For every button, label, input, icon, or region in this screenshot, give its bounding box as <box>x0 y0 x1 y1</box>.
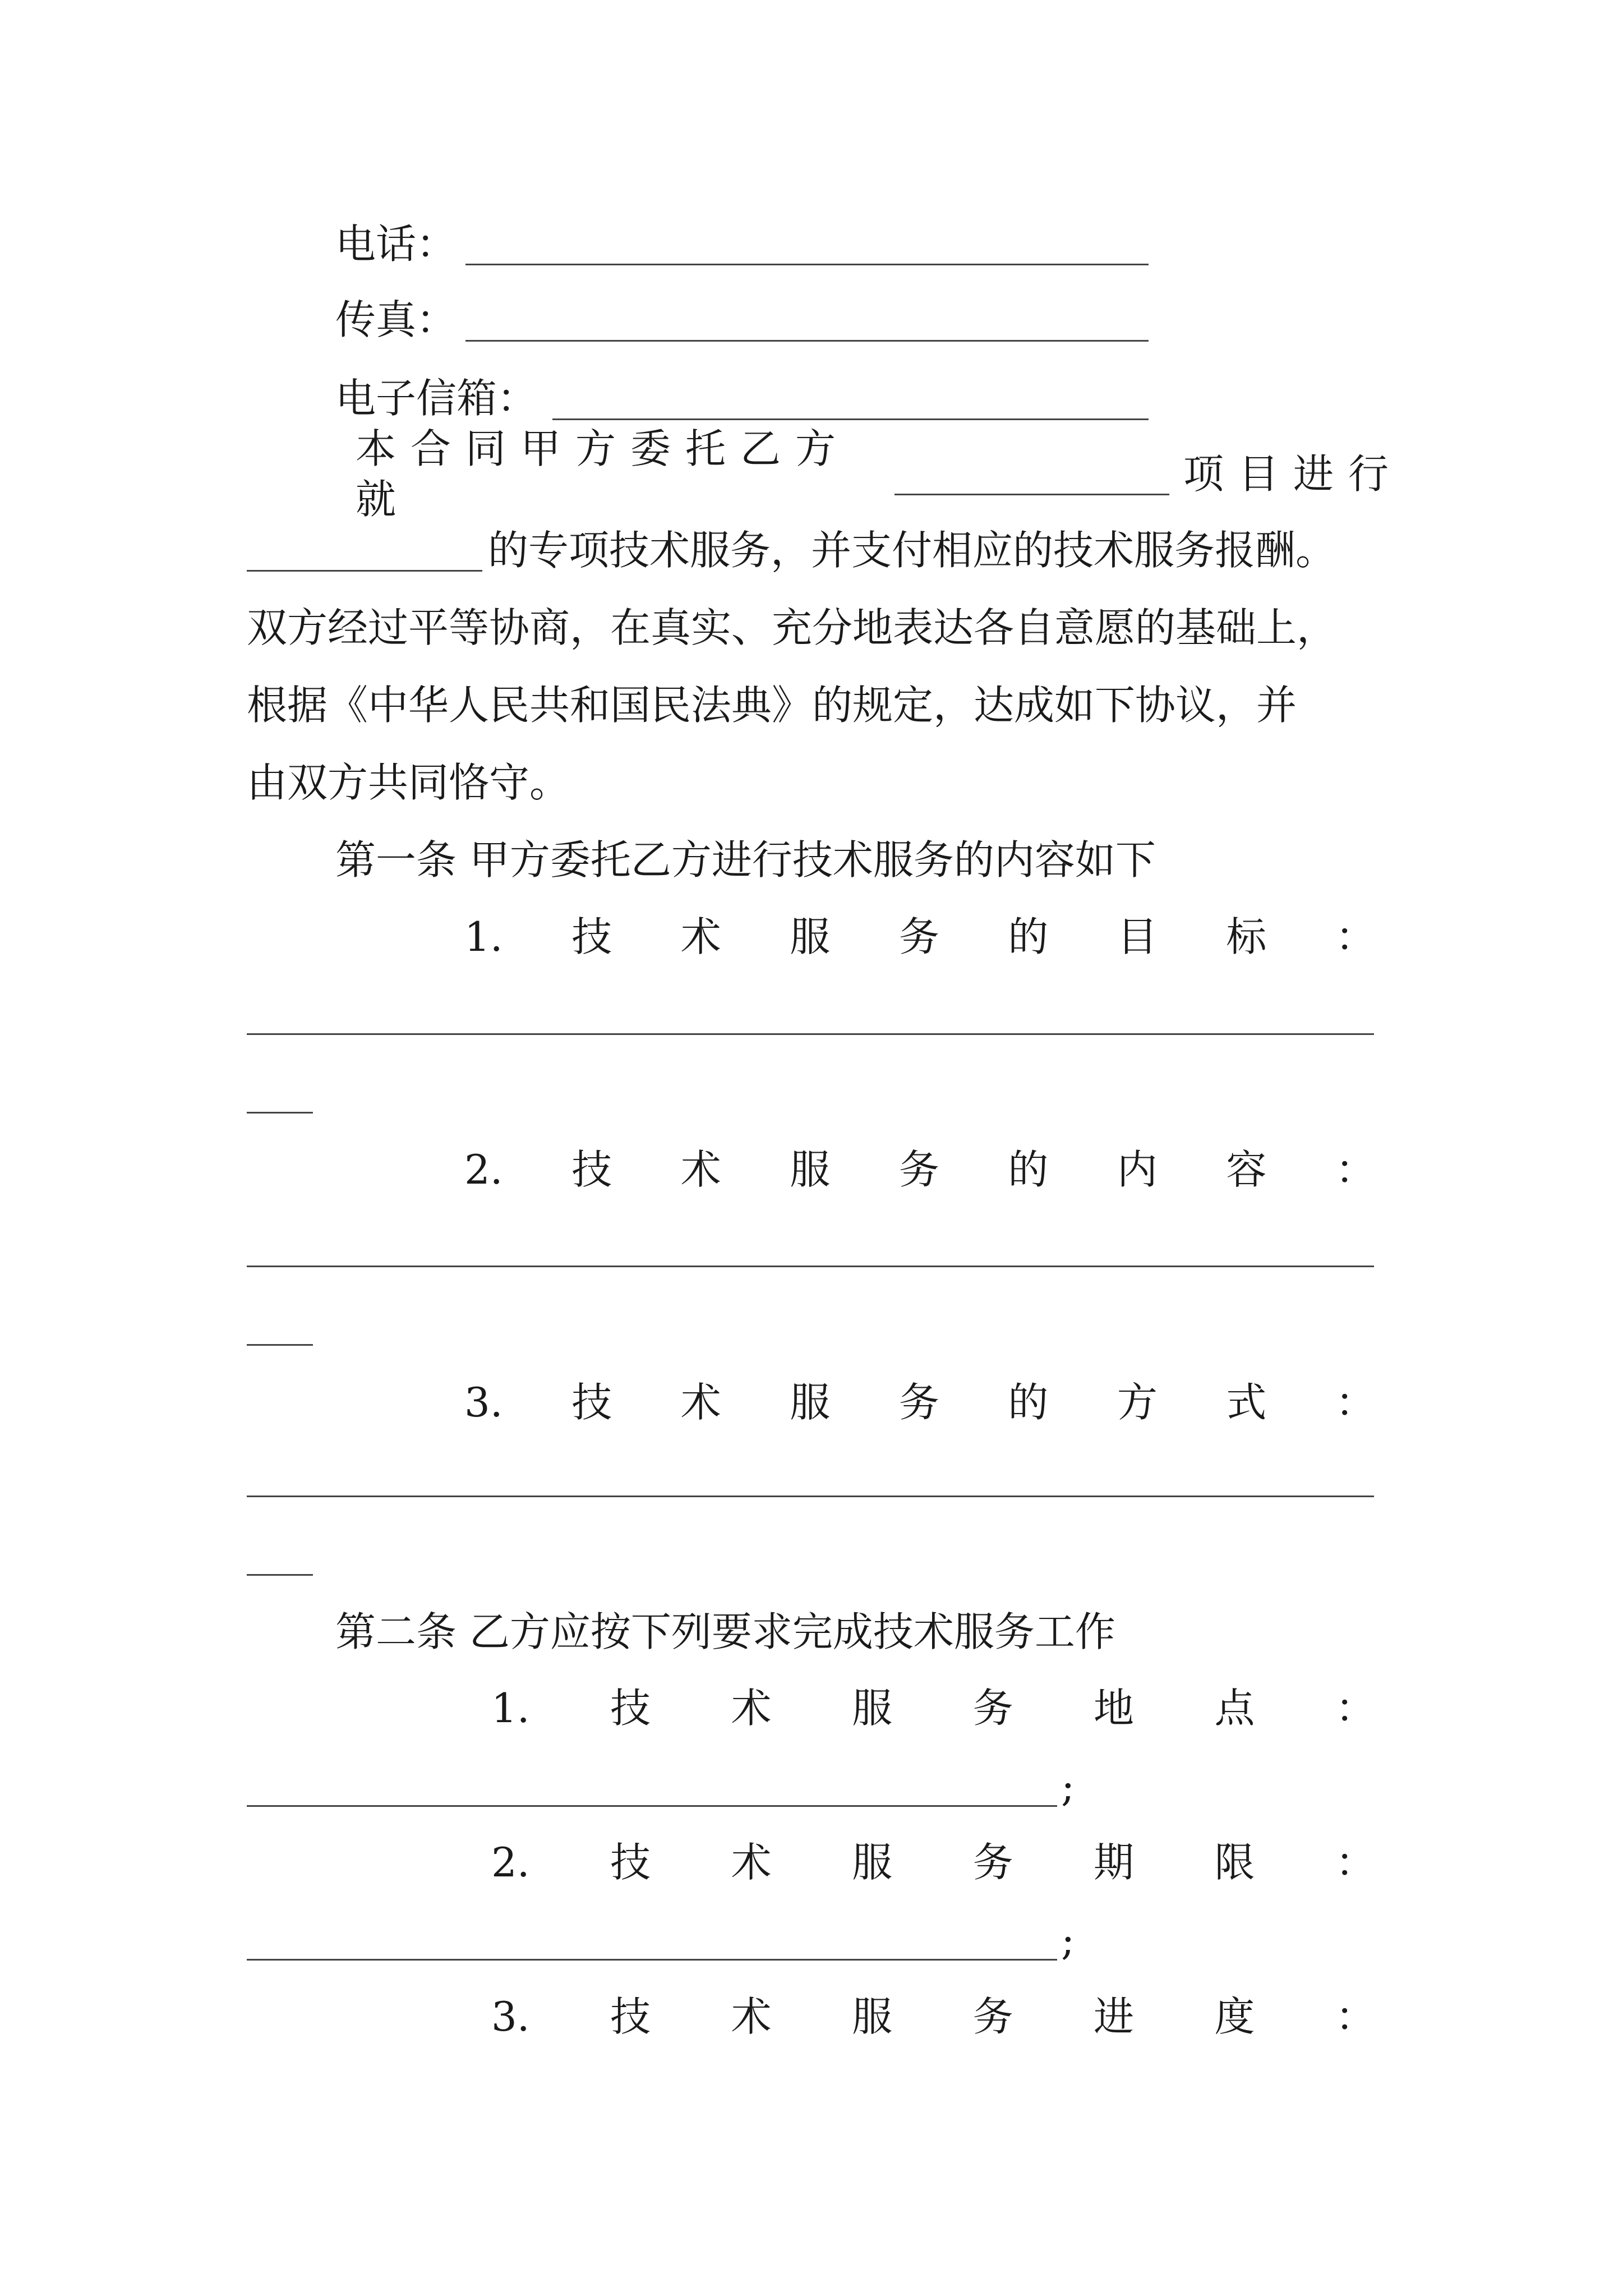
article-2-item-1: 1. 技 术 服 务 地 点 ： <box>491 1683 1376 1733</box>
article-2-title: 第二条 乙方应按下列要求完成技术服务工作 <box>335 1608 1115 1655</box>
article-2-item-2: 2. 技 术 服 务 期 限 ： <box>491 1837 1376 1888</box>
location-end: ; <box>1061 1763 1075 1810</box>
fax-label: 传真： <box>335 296 457 343</box>
fax-blank <box>465 340 1149 342</box>
item-number: 2. <box>464 1146 503 1193</box>
period-blank <box>247 1959 1057 1961</box>
content-blank-tail <box>247 1344 313 1346</box>
item-number: 3. <box>464 1379 503 1426</box>
item-number: 2. <box>491 1839 530 1886</box>
item-number: 1. <box>491 1685 530 1732</box>
project-blank <box>895 494 1169 495</box>
article-1-item-3: 3. 技 术 服 务 的 方 式 ： <box>464 1377 1376 1428</box>
phone-label: 电话： <box>335 220 457 268</box>
intro-line-3: 双方经过平等协商，在真实、充分地表达各自意愿的基础上， <box>247 604 1338 651</box>
service-blank <box>247 570 482 572</box>
content-blank <box>247 1266 1374 1267</box>
email-blank <box>552 418 1149 420</box>
method-blank <box>247 1496 1374 1497</box>
article-1-item-2: 2. 技 术 服 务 的 内 容 ： <box>464 1144 1376 1195</box>
email-label: 电子信箱： <box>335 375 538 422</box>
article-1-item-1: 1. 技 术 服 务 的 目 标 ： <box>464 912 1376 962</box>
phone-blank <box>465 264 1149 265</box>
article-2-item-3: 3. 技 术 服 务 进 度 ： <box>491 1991 1376 2042</box>
method-blank-tail <box>247 1574 313 1576</box>
intro-line-1-b: 项目进行 <box>1183 450 1404 498</box>
intro-line-4: 根据《中华人民共和国民法典》的规定，达成如下协议，并 <box>247 682 1297 729</box>
intro-line-1-text: 本合同甲方委托乙方就 <box>356 425 851 523</box>
period-end: ; <box>1061 1917 1075 1964</box>
article-1-title: 第一条 甲方委托乙方进行技术服务的内容如下 <box>335 836 1156 884</box>
item-number: 1. <box>464 913 503 960</box>
intro-line-5: 由双方共同恪守。 <box>247 759 570 806</box>
location-blank <box>247 1805 1057 1807</box>
item-number: 3. <box>491 1993 530 2040</box>
intro-line-2: 的专项技术服务，并支付相应的技术服务报酬。 <box>488 527 1336 574</box>
goal-blank-tail <box>247 1112 313 1114</box>
goal-blank <box>247 1033 1374 1035</box>
intro-line-1-a <box>356 425 880 523</box>
